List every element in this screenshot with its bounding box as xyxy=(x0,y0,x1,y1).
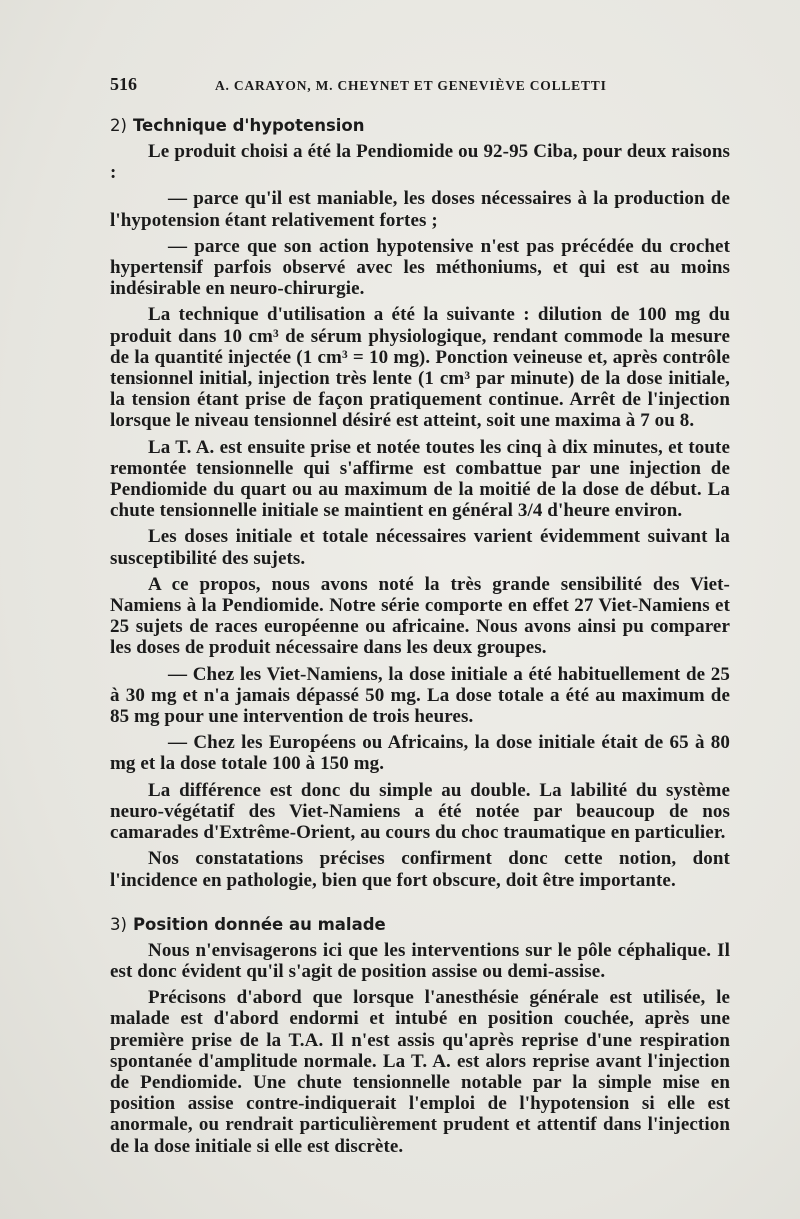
section-3-heading xyxy=(110,915,730,934)
paragraph: Les doses initiale et totale nécessaires varient évidemment suivant la susceptibilité des sujets. xyxy=(110,526,730,569)
paragraph-dash-item: — Chez les Viet-Namiens, la dose initiale a été habituellement de 25 à 30 mg et n'a jamais dépassé 50 mg. La dose totale a été au maximum de 85 mg pour une intervention de trois heures. xyxy=(110,663,730,728)
paragraph: Nos constatations précises confirment donc cette notion, dont l'incidence en pathologie, bien que fort obscure, doit être importante. xyxy=(110,848,730,891)
paragraph: A ce propos, nous avons noté la très grande sensibilité des Viet-Namiens à la Pendiomide. Notre série comporte en effet 27 Viet-Namiens et 25 sujets de races européenne ou africaine. Nous avons ainsi pu comparer les doses de produit nécessaire dans les deux groupes. xyxy=(110,573,730,659)
section-2-number: 2) xyxy=(110,116,127,135)
page-number: 516 xyxy=(110,74,137,94)
paragraph-dash-item: — Chez les Européens ou Africains, la dose initiale était de 65 à 80 mg et la dose totale 100 à 150 mg. xyxy=(110,732,730,775)
paragraph: Précisons d'abord que lorsque l'anesthésie générale est utilisée, le malade est d'abord endormi et intubé en position couchée, après une première prise de la T.A. Il n'est assis qu'après reprise d'une respiration spontanée d'amplitude normale. La T. A. est alors reprise avant l'injection de Pendiomide. Une chute tensionnelle notable par la simple mise en position assise contre-indiquerait l'emploi de l'hypotension si elle est anormale, ou rendrait particulièrement prudent et attentif dans l'injection de la dose initiale si elle est discrète. xyxy=(110,987,730,1157)
running-title: A. CARAYON, M. CHEYNET ET GENEVIÈVE COLLETTI xyxy=(215,78,607,93)
section-2-heading xyxy=(110,116,730,135)
paragraph: Nous n'envisagerons ici que les interventions sur le pôle céphalique. Il est donc évident qu'il s'agit de position assise ou demi-assise. xyxy=(110,939,730,982)
paragraph-dash-item: — parce qu'il est maniable, les doses nécessaires à la production de l'hypotension étant relativement fortes ; xyxy=(110,188,730,231)
section-2-title: Technique d'hypotension xyxy=(132,116,365,135)
section-3-title: Position donnée au malade xyxy=(132,914,386,934)
paragraph-dash-item: — parce que son action hypotensive n'est pas précédée du crochet hypertensif parfois observé avec les méthoniums, et qui est au moins indésirable en neuro-chirurgie. xyxy=(110,235,730,300)
paragraph: La T. A. est ensuite prise et notée toutes les cinq à dix minutes, et toute remontée tensionnelle qui s'affirme est combattue par une injection de Pendiomide du quart ou au maximum de la moitié de la dose de début. La chute tensionnelle initiale se maintient en général 3/4 d'heure environ. xyxy=(110,436,730,522)
paragraph: Le produit choisi a été la Pendiomide ou 92-95 Ciba, pour deux raisons : xyxy=(110,141,730,184)
paragraph: La technique d'utilisation a été la suivante : dilution de 100 mg du produit dans 10 cm³ de sérum physiologique, rendant commode la mesure de la quantité injectée (1 cm³ = 10 mg). Ponction veineuse et, après contrôle tensionnel initial, injection très lente (1 cm³ par minute) de la dose initiale, la tension étant prise de façon pratiquement continue. Arrêt de l'injection lorsque le niveau tensionnel désiré est atteint, soit une maxima à 7 ou 8. xyxy=(110,304,730,432)
running-head xyxy=(110,74,730,104)
paragraph: La différence est donc du simple au double. La labilité du système neuro-végétatif des Viet-Namiens a été notée par beaucoup de nos camarades d'Extrême-Orient, au cours du choc traumatique en particulier. xyxy=(110,779,730,844)
section-3-number: 3) xyxy=(110,914,127,934)
